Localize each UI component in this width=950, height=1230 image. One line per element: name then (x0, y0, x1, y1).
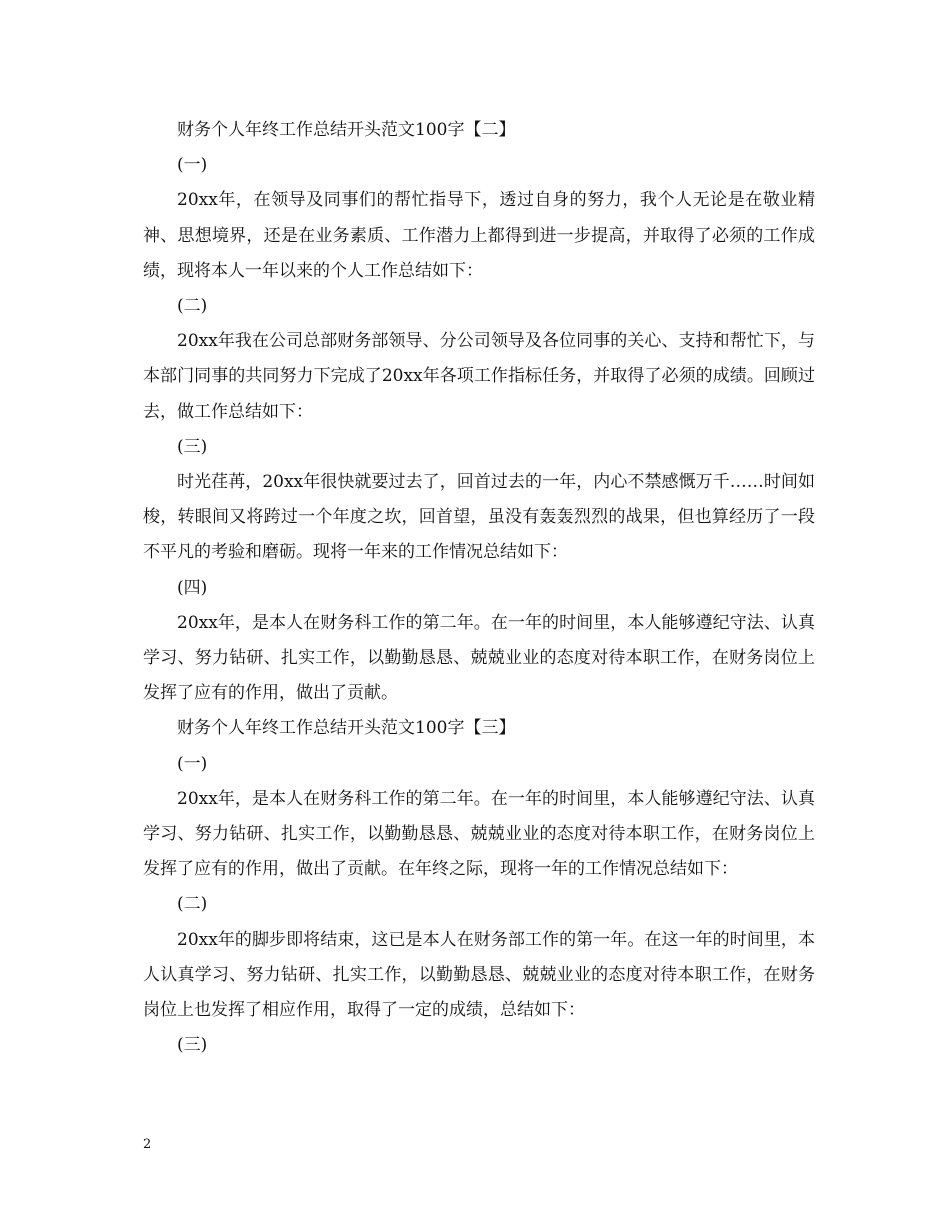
subsection-marker: (二) (177, 296, 208, 317)
subsection-marker: (二) (177, 894, 208, 915)
document-body (143, 113, 815, 1063)
body-paragraph: 20xx年，在领导及同事们的帮忙指导下，透过自身的努力，我个人无论是在敬业精神、思想境界，还是在业务素质、工作潜力上都得到进一步提高，并取得了必须的工作成绩，现将本人一年以来的个人工作总结如下： (143, 190, 815, 281)
body-paragraph: 20xx年的脚步即将结束，这已是本人在财务部工作的第一年。在这一年的时间里，本人认真学习、努力钻研、扎实工作，以勤勤恳恳、兢兢业业的态度对待本职工作，在财务岗位上也发挥了相应作用，取得了一定的成绩，总结如下： (143, 929, 815, 1021)
subsection-marker: (四) (177, 577, 208, 598)
page-number: 2 (143, 1137, 152, 1152)
section-heading: 财务个人年终工作总结开头范文100字【三】 (177, 718, 516, 739)
subsection-marker: (一) (177, 753, 208, 774)
body-paragraph: 20xx年我在公司总部财务部领导、分公司领导及各位同事的关心、支持和帮忙下，与本部门同事的共同努力下完成了20xx年各项工作指标任务，并取得了必须的成绩。回顾过去，做工作总结如下： (143, 331, 815, 422)
body-paragraph: 20xx年，是本人在财务科工作的第二年。在一年的时间里，本人能够遵纪守法、认真学习、努力钻研、扎实工作，以勤勤恳恳、兢兢业业的态度对待本职工作，在财务岗位上发挥了应有的作用，做出了贡献。在年终之际，现将一年的工作情况总结如下： (143, 788, 815, 880)
subsection-marker: (三) (177, 1035, 208, 1056)
subsection-marker: (一) (177, 155, 208, 176)
subsection-marker: (三) (177, 436, 208, 457)
section-heading: 财务个人年终工作总结开头范文100字【二】 (177, 120, 516, 140)
body-paragraph: 时光荏苒，20xx年很快就要过去了，回首过去的一年，内心不禁感慨万千……时间如梭，转眼间又将跨过一个年度之坎，回首望，虽没有轰轰烈烈的战果，但也算经历了一段不平凡的考验和磨砺。现将一年来的工作情况总结如下： (143, 472, 815, 563)
body-paragraph: 20xx年，是本人在财务科工作的第二年。在一年的时间里，本人能够遵纪守法、认真学习、努力钻研、扎实工作，以勤勤恳恳、兢兢业业的态度对待本职工作，在财务岗位上发挥了应有的作用，做出了贡献。 (143, 612, 815, 704)
